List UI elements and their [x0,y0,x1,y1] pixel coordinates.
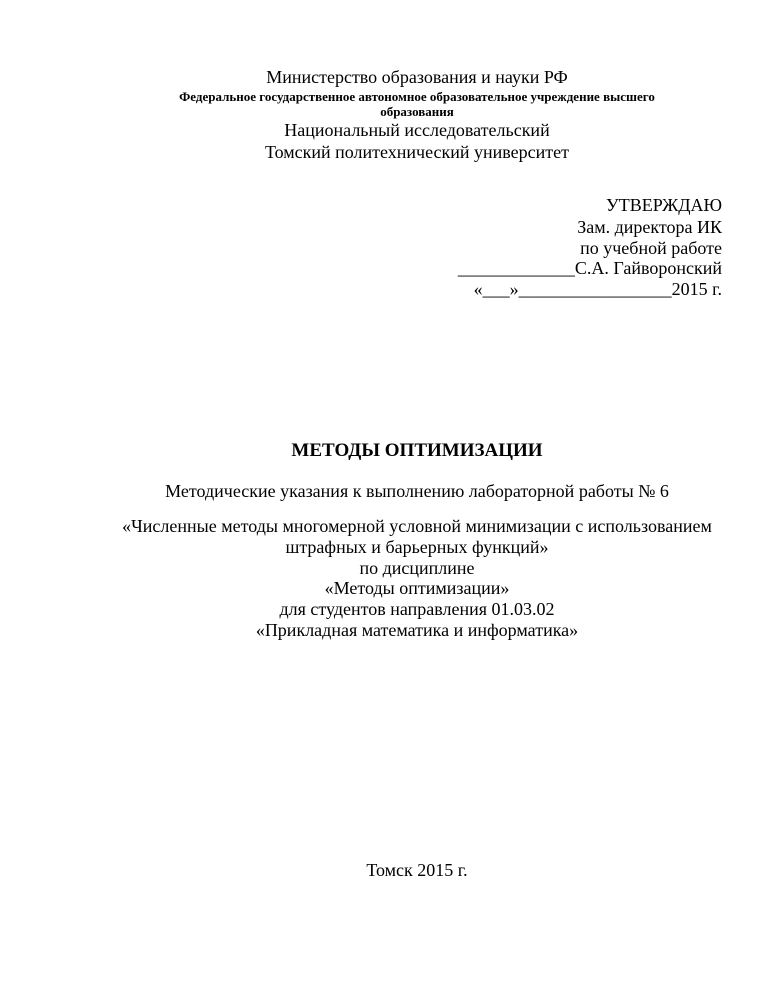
topic-line1: «Численные методы многомерной условной минимизации с использованием [122,516,712,536]
document-subtitle: Методические указания к выполнению лабораторной работы № 6 [165,481,669,501]
students-line: для студентов направления 01.03.02 [279,599,555,619]
program-name: «Прикладная математика и информатика» [255,620,579,640]
city-year: Томск 2015 г. [366,860,468,880]
approval-heading: УТВЕРЖДАЮ [605,195,722,215]
topic-line2: штрафных и барьерных функций» [285,537,549,557]
approval-position-line2: по учебной работе [580,238,722,258]
institution-text-line2: образования [380,104,454,119]
approval-position-line1: Зам. директора ИК [577,217,722,237]
discipline-name: «Методы оптимизации» [324,578,510,598]
university-text-line2: Томский политехнический университет [264,142,570,162]
approval-signature-line: _____________С.А. Гайворонский [457,258,722,278]
institution-text-line1: Федеральное государственное автономное образовательное учреждение высшего [179,89,655,104]
discipline-label: по дисциплине [359,558,475,578]
approval-date-line: «___»_________________2015 г. [473,279,722,299]
ministry-text: Министерство образования и науки РФ [266,67,568,87]
university-text-line1: Национальный исследовательский [284,120,550,140]
document-title: МЕТОДЫ ОПТИМИЗАЦИИ [291,440,543,461]
